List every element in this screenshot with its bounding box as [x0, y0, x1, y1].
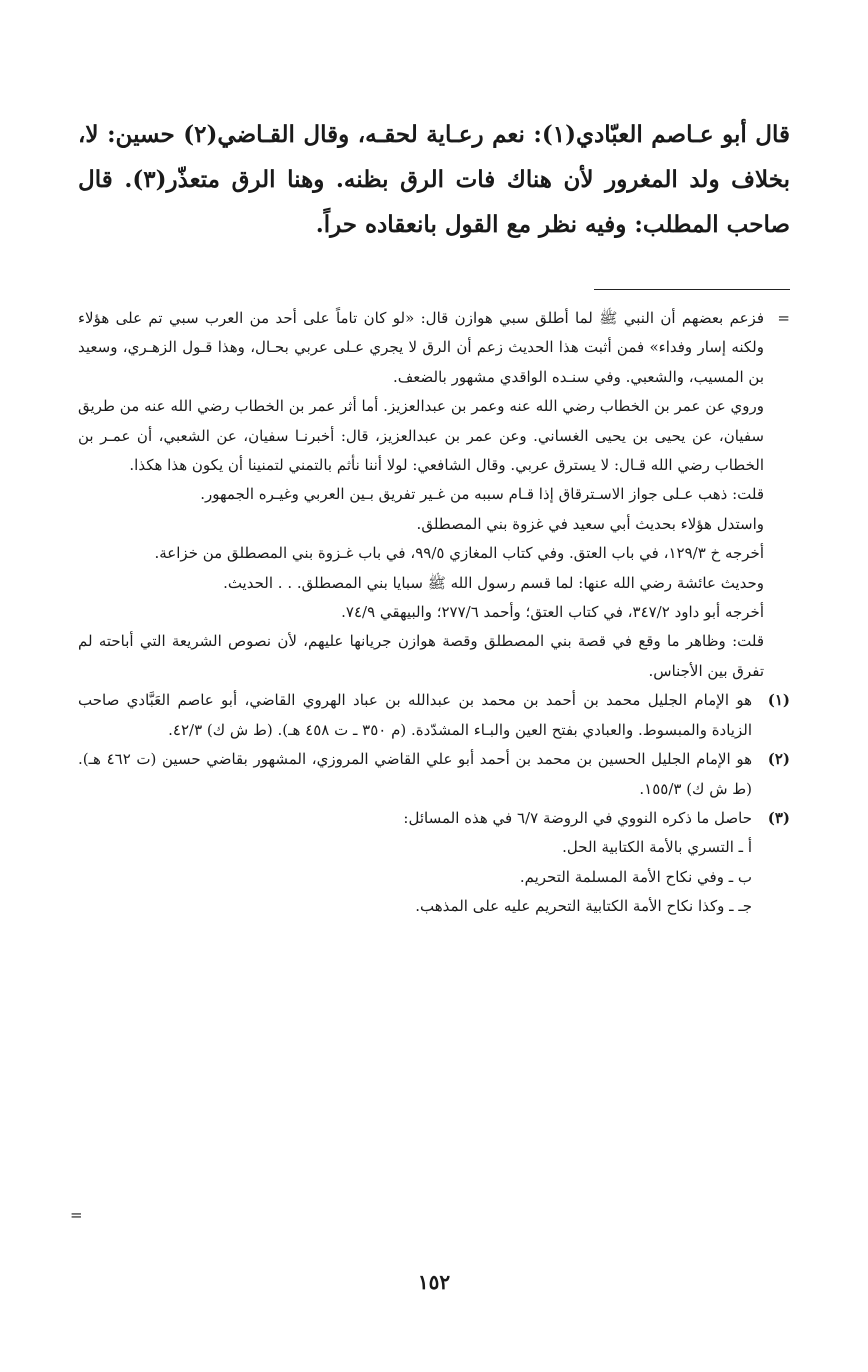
footnote-paragraph: قلت: وظاهر ما وقع في قصة بني المصطلق وقصة هوازن جريانها عليهم، لأن نصوص الشريعة التي أباحته لم تفرق بين الأجناس. [78, 632, 764, 680]
continuation-mark: = [777, 309, 790, 327]
footnote-number: (٣) [767, 808, 790, 827]
footnotes-section [78, 304, 790, 922]
footnote-text: حاصل ما ذكره النووي في الروضة ٦/٧ في هذه المسائل: [403, 808, 752, 827]
footnote-paragraph: فزعم بعضهم أن النبي ﷺ لما أطلق سبي هوازن قال: «لو كان تاماً على أحد من العرب سبي تم على هؤلاء ولكنه إسار وفداء» فمن أثبت هذا الحديث زعم أن الرق لا يجري عـلى عربي بحـال، وهذا قـول الزهـري، وسعيد بن المسيب، والشعبي. وفي سنـده الواقدي مشهور بالضعف. [78, 309, 764, 386]
footnote-list-item: جـ ـ وكذا نكاح الأمة الكتابية التحريم عليه على المذهب. [415, 897, 752, 916]
main-text [78, 112, 790, 247]
footnote-3 [78, 804, 790, 922]
footnote-paragraph: أخرجه أبو داود ٣٤٧/٢، في كتاب العتق؛ وأحمد ٢٧٧/٦؛ والبيهقي ٧٤/٩. [341, 603, 764, 622]
footnote-1 [78, 686, 790, 745]
footnote-paragraph: قلت: ذهب عـلى جواز الاسـترقاق إذا قـام سببه من غـير تفريق بـين العربي وغيـره الجمهور. [200, 485, 764, 504]
footnote-paragraph: وروي عن عمر بن الخطاب رضي الله عنه وعمر بن عبدالعزيز. أما أثر عمر بن الخطاب رضي الله عنه من طريق سفيان، عن يحيى بن يحيى الغساني. وعن عمر بن عبدالعزيز، قال: أخبرنـا سفيان، عن الشعبي، أن عمـر بن الخطاب رضي الله قـال: لا يسترق عربي. وقال الشافعي: لولا أننا نأثم بالتمني لتمنينا أن يكون هذا هكذا. [78, 397, 764, 475]
footnote-2 [78, 745, 790, 804]
footnote-text: هو الإمام الجليل محمد بن أحمد بن محمد بن عبدالله بن عباد الهروي القاضي، أبو عاصم العَبَّادي صاحب الزيادة والمبسوط. والعبادي بفتح العين والبـاء المشدّدة. (م ٣٥٠ ـ ت ٤٥٨ هـ). (ط ش ك) ٤٢/٣. [78, 691, 752, 739]
footnote-separator [594, 289, 790, 290]
page-number: ١٥٢ [417, 1270, 451, 1294]
footnote-text: هو الإمام الجليل الحسين بن محمد بن أحمد أبو علي القاضي المروزي، المشهور بقاضي حسين (ت ٤٦٢ هـ). (ط ش ك) ١٥٥/٣. [78, 750, 752, 798]
continuation-mark-end: = [70, 1206, 83, 1224]
main-paragraph: قال أبو عـاصم العبّادي(١): نعم رعـاية لحقـه، وقال القـاضي(٢) حسين: لا، بخلاف ولد المغرور لأن هناك فات الرق بظنه. وهنا الرق متعذّر(٣). قال صاحب المطلب: وفيه نظر مع القول بانعقاده حراً. [78, 121, 790, 238]
footnote-paragraph: واستدل هؤلاء بحديث أبي سعيد في غزوة بني المصطلق. [416, 514, 764, 533]
footnote-number: (٢) [767, 750, 790, 769]
footnote-list-item: أ ـ التسري بالأمة الكتابية الحل. [562, 838, 752, 857]
footnote-number: (١) [767, 691, 790, 710]
continued-footnote [78, 304, 790, 686]
footnote-paragraph: أخرجه خ ١٢٩/٣، في باب العتق. وفي كتاب المغازي ٩٩/٥، في باب غـزوة بني المصطلق من خزاعة. [154, 544, 764, 563]
footnote-list-item: ب ـ وفي نكاح الأمة المسلمة التحريم. [519, 867, 752, 886]
footnote-paragraph: وحديث عائشة رضي الله عنها: لما قسم رسول الله ﷺ سبايا بني المصطلق. . . الحديث. [223, 573, 764, 592]
